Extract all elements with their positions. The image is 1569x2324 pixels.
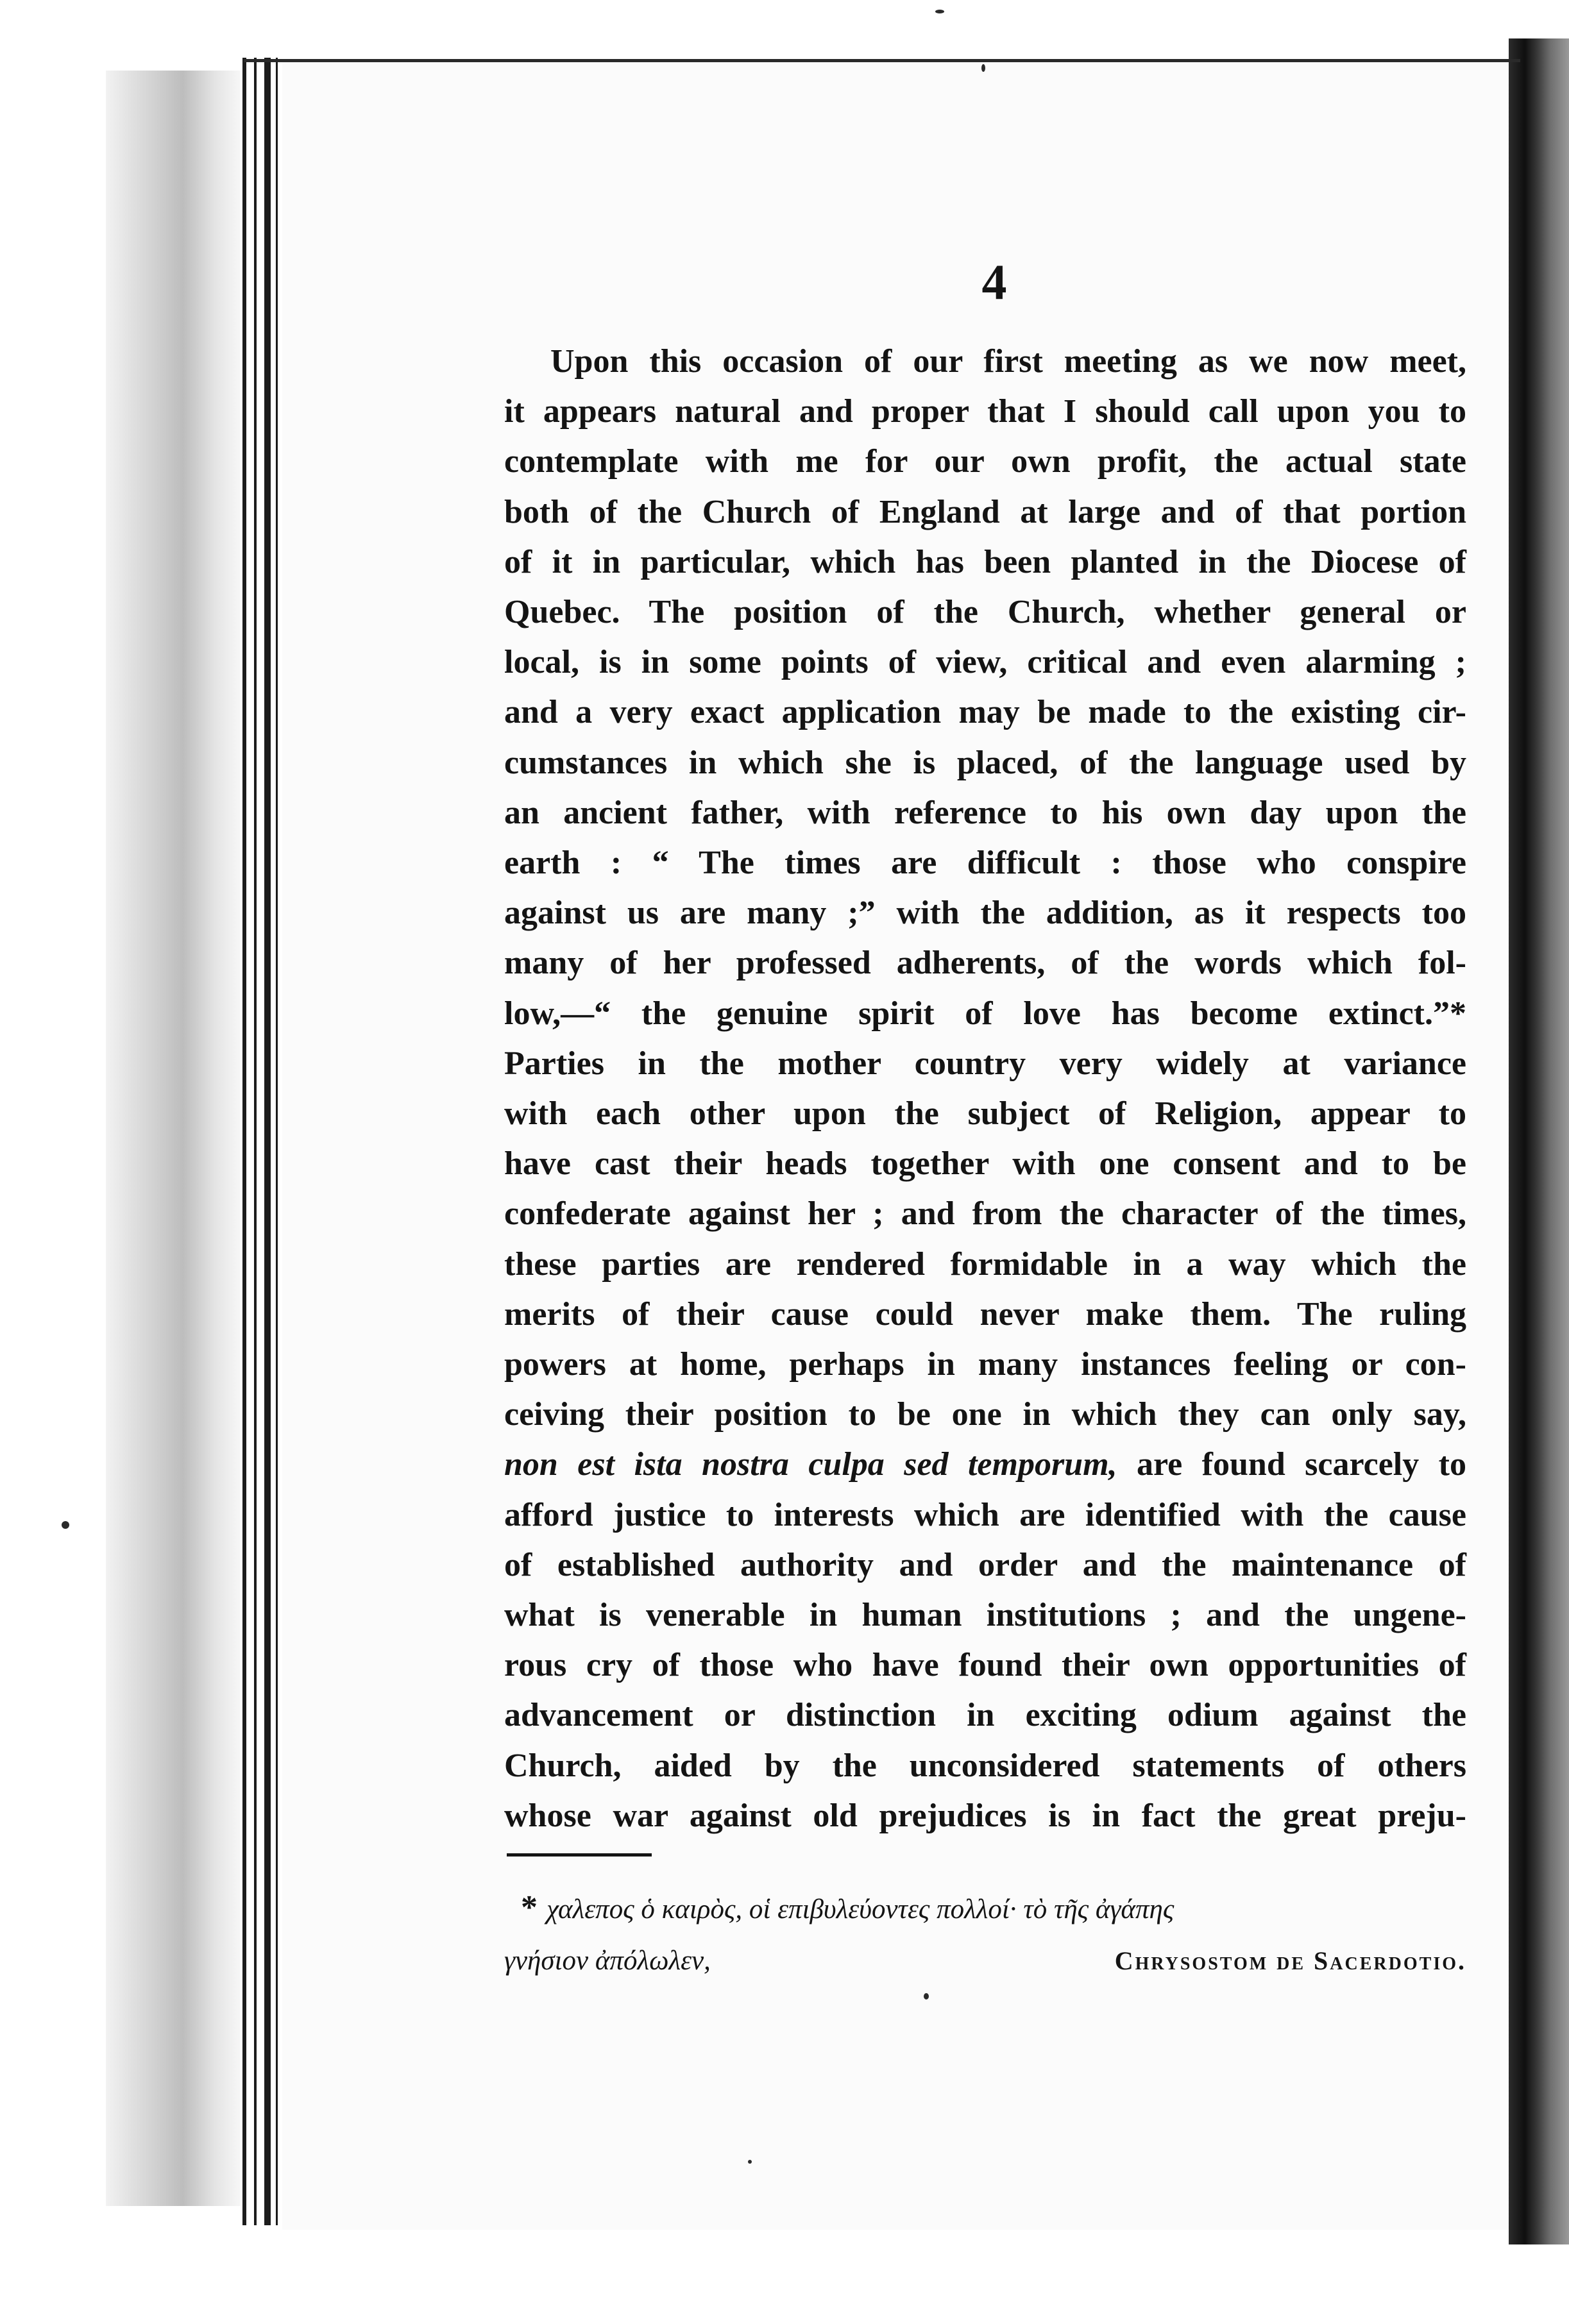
scan-speck bbox=[981, 64, 985, 72]
text-line: these parties are rendered formidable in a way which the bbox=[504, 1245, 1466, 1283]
text-line: against us are many ;” with the addition, as it respects too bbox=[504, 895, 1466, 932]
text-line: ceiving their position to be one in which they can only say, bbox=[504, 1396, 1466, 1433]
text-line: rous cry of those who have found their own opportunities of bbox=[504, 1647, 1466, 1684]
scan-speck bbox=[935, 10, 944, 13]
body-text bbox=[504, 337, 1466, 1841]
text-line: contemplate with me for our own profit, the actual state bbox=[504, 443, 1466, 480]
text-line: powers at home, perhaps in many instances feeling or con- bbox=[504, 1346, 1466, 1383]
text-line: both of the Church of England at large and of that portion bbox=[504, 493, 1466, 530]
latin-quotation: non est ista nostra culpa sed temporum, bbox=[504, 1446, 1117, 1483]
scan-speck bbox=[924, 1993, 929, 2000]
text-line: of it in particular, which has been planted in the Diocese of bbox=[504, 543, 1466, 580]
text-line: merits of their cause could never make them. The ruling bbox=[504, 1295, 1466, 1333]
scan-speck bbox=[62, 1521, 69, 1529]
text-line: cumstances in which she is placed, of the language used by bbox=[504, 744, 1466, 781]
text-line: Upon this occasion of our first meeting as we now meet, bbox=[550, 343, 1466, 380]
page-number: 4 bbox=[981, 254, 1007, 310]
text-line: Church, aided by the unconsidered statements of others bbox=[504, 1747, 1466, 1784]
text-line: Quebec. The position of the Church, whether general or bbox=[504, 594, 1466, 631]
binding-line bbox=[242, 58, 246, 2225]
text-line: local, is in some points of view, critical and even alarming ; bbox=[504, 644, 1466, 681]
text-line: confederate against her ; and from the character of the times, bbox=[504, 1195, 1466, 1233]
text-line: many of her professed adherents, of the words which fol- bbox=[504, 945, 1466, 982]
footnote-line bbox=[504, 1882, 1466, 1935]
page-top-edge bbox=[244, 59, 1520, 62]
text-line: have cast their heads together with one consent and to be bbox=[504, 1145, 1466, 1183]
binding-line bbox=[276, 58, 278, 2225]
text-line: low,—“ the genuine spirit of love has become extinct.”* bbox=[504, 995, 1466, 1032]
footnote-greek-text: γνήσιον ἀπόλωλεν, bbox=[504, 1946, 711, 1976]
scan-speck bbox=[748, 2160, 752, 2164]
text-line: what is venerable in human institutions ; and the ungene- bbox=[504, 1597, 1466, 1634]
binding-line bbox=[264, 58, 271, 2225]
footnote bbox=[504, 1882, 1466, 1987]
text-line: advancement or distinction in exciting odium against the bbox=[504, 1697, 1466, 1734]
text-line-latin bbox=[504, 1440, 1466, 1490]
text-line: afford justice to interests which are identified with the cause bbox=[504, 1496, 1466, 1533]
footnote-marker: * bbox=[521, 1889, 538, 1926]
text-line: it appears natural and proper that I should call upon you to bbox=[504, 393, 1466, 430]
text-line: Parties in the mother country very widely at variance bbox=[504, 1045, 1466, 1082]
page-edge-strip bbox=[106, 71, 241, 2206]
footnote-greek-text: χαλεπος ὁ καιρὸς, οἱ επιβυλεύοντες πολλοί· τὸ τῆς ἀγάπης bbox=[547, 1894, 1175, 1924]
footnote-line bbox=[504, 1935, 1466, 1987]
text-line: an ancient father, with reference to his own day upon the bbox=[504, 794, 1466, 831]
text-line: of established authority and order and the maintenance of bbox=[504, 1546, 1466, 1583]
text-line-rest: are found scarcely to bbox=[1117, 1446, 1466, 1483]
text-line: whose war against old prejudices is in fact the great preju- bbox=[504, 1797, 1466, 1834]
footnote-rule bbox=[507, 1853, 652, 1857]
footnote-citation: Chrysostom de Sacerdotio. bbox=[1114, 1946, 1466, 1975]
text-line: and a very exact application may be made to the existing cir- bbox=[504, 694, 1466, 731]
binding-line bbox=[254, 58, 257, 2225]
text-line: with each other upon the subject of Religion, appear to bbox=[504, 1095, 1466, 1133]
right-scan-edge bbox=[1509, 38, 1569, 2244]
text-line: earth : “ The times are difficult : those who conspire bbox=[504, 845, 1466, 882]
